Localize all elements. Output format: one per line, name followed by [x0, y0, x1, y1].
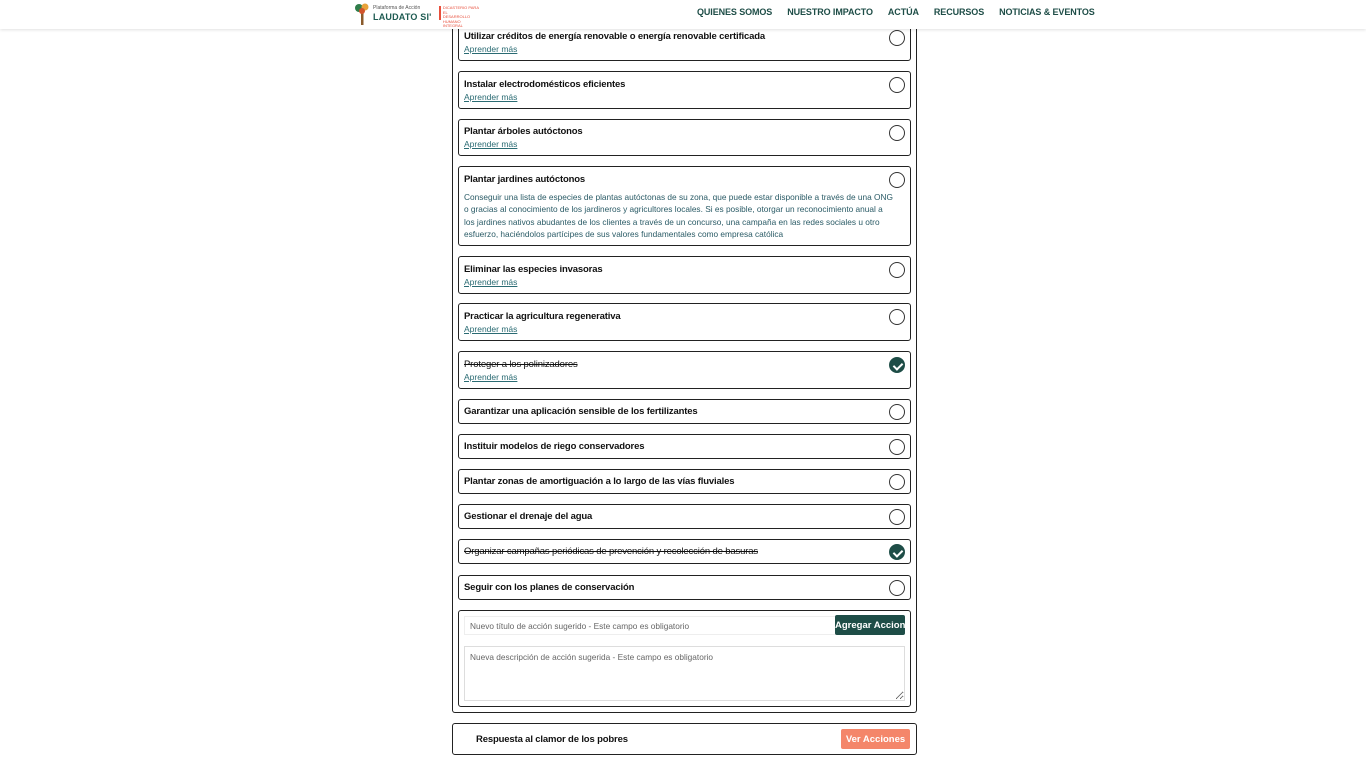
learn-more-link[interactable]: Aprender más: [464, 324, 518, 334]
tree-icon: [354, 3, 370, 25]
learn-more-link[interactable]: Aprender más: [464, 44, 518, 54]
action-checkbox[interactable]: [889, 309, 905, 325]
dicastery-logo[interactable]: [439, 5, 481, 28]
action-checkbox[interactable]: [889, 172, 905, 188]
action-title: Instituir modelos de riego conservadores: [464, 441, 645, 452]
action-item: [458, 575, 911, 600]
action-checkbox[interactable]: [889, 404, 905, 420]
action-checkbox[interactable]: [889, 439, 905, 455]
action-item: [458, 351, 911, 389]
nav-quienes-somos[interactable]: QUIENES SOMOS: [697, 7, 773, 17]
new-action-title-input[interactable]: [464, 616, 836, 635]
dicastery-line: INTEGRAL: [442, 23, 463, 28]
action-title: Practicar la agricultura regenerativa: [464, 311, 621, 322]
action-title: Seguir con los planes de conservación: [464, 582, 635, 593]
action-item: [458, 119, 911, 156]
action-title: Proteger a los polinizadores: [464, 359, 578, 370]
action-item: [458, 256, 911, 294]
action-title: Plantar jardines autóctonos: [464, 174, 586, 185]
learn-more-link[interactable]: Aprender más: [464, 372, 518, 382]
learn-more-link[interactable]: Aprender más: [464, 277, 518, 287]
nav-nuestro-impacto[interactable]: NUESTRO IMPACTO: [787, 7, 873, 17]
action-item: [458, 399, 911, 424]
site-header: [0, 0, 1366, 29]
action-checkbox[interactable]: [889, 77, 905, 93]
add-action-button[interactable]: Agregar Accion: [835, 615, 905, 635]
action-title: Instalar electrodomésticos eficientes: [464, 79, 626, 90]
nav-noticias-eventos[interactable]: NOTICIAS & EVENTOS: [999, 7, 1095, 17]
section-title: Respuesta al clamor de los pobres: [476, 734, 628, 745]
action-description: Conseguir una lista de especies de plantas autóctonas de su zona, que puede estar disponible a través de una ONG o gracias al conocimiento de los jardineros y agricultores locales. Si es posible, otorgar un reconocimiento anual a los jardines nativos abudantes de los clientes a través de un concurso, una campaña en las redes sociales u otro esfuerzo, haciéndolos partícipes de sus valores fundamentales como empresa católica: [464, 192, 893, 239]
action-title: Garantizar una aplicación sensible de los fertilizantes: [464, 406, 698, 417]
action-title: Plantar zonas de amortiguación a lo largo de las vías fluviales: [464, 476, 735, 487]
learn-more-link[interactable]: Aprender más: [464, 92, 518, 102]
laudato-si-logo[interactable]: [354, 3, 432, 25]
logo-title: LAUDATO SI': [373, 12, 432, 22]
nav-actua[interactable]: ACTÚA: [887, 7, 919, 17]
action-item: [458, 539, 911, 564]
action-checkbox[interactable]: [889, 30, 905, 46]
action-item-expanded: [458, 166, 911, 246]
learn-more-link[interactable]: Aprender más: [464, 139, 518, 149]
action-checkbox[interactable]: [889, 474, 905, 490]
action-title: Plantar árboles autóctonos: [464, 126, 583, 137]
dicastery-logo-mark: [439, 6, 441, 20]
action-item: [458, 71, 911, 109]
dicastery-line: HUMANO: [442, 18, 461, 24]
action-checkbox-checked[interactable]: [889, 544, 905, 560]
action-item: [458, 434, 911, 459]
dicastery-line: DESARROLLO: [442, 14, 471, 19]
action-checkbox[interactable]: [889, 125, 905, 141]
action-title: Organizar campañas periódicas de prevención y recolección de basuras: [464, 546, 758, 557]
logo-subtitle: Plataforma de Acción: [373, 5, 421, 11]
action-item: [458, 303, 911, 341]
action-checkbox[interactable]: [889, 509, 905, 525]
nav-recursos[interactable]: RECURSOS: [933, 7, 985, 17]
action-item: [458, 469, 911, 494]
dicastery-line: DICASTERIO PARA EL: [442, 5, 479, 15]
action-checkbox[interactable]: [889, 580, 905, 596]
new-action-description-input[interactable]: [464, 646, 905, 701]
main-nav: [697, 7, 1110, 17]
action-checkbox[interactable]: [889, 262, 905, 278]
see-actions-button[interactable]: Ver Acciones: [841, 729, 910, 749]
action-title: Eliminar las especies invasoras: [464, 264, 603, 275]
action-item: [458, 504, 911, 529]
action-checkbox-checked[interactable]: [889, 357, 905, 373]
action-title: Utilizar créditos de energía renovable o energía renovable certificada: [464, 31, 766, 42]
action-title: Gestionar el drenaje del agua: [464, 511, 593, 522]
